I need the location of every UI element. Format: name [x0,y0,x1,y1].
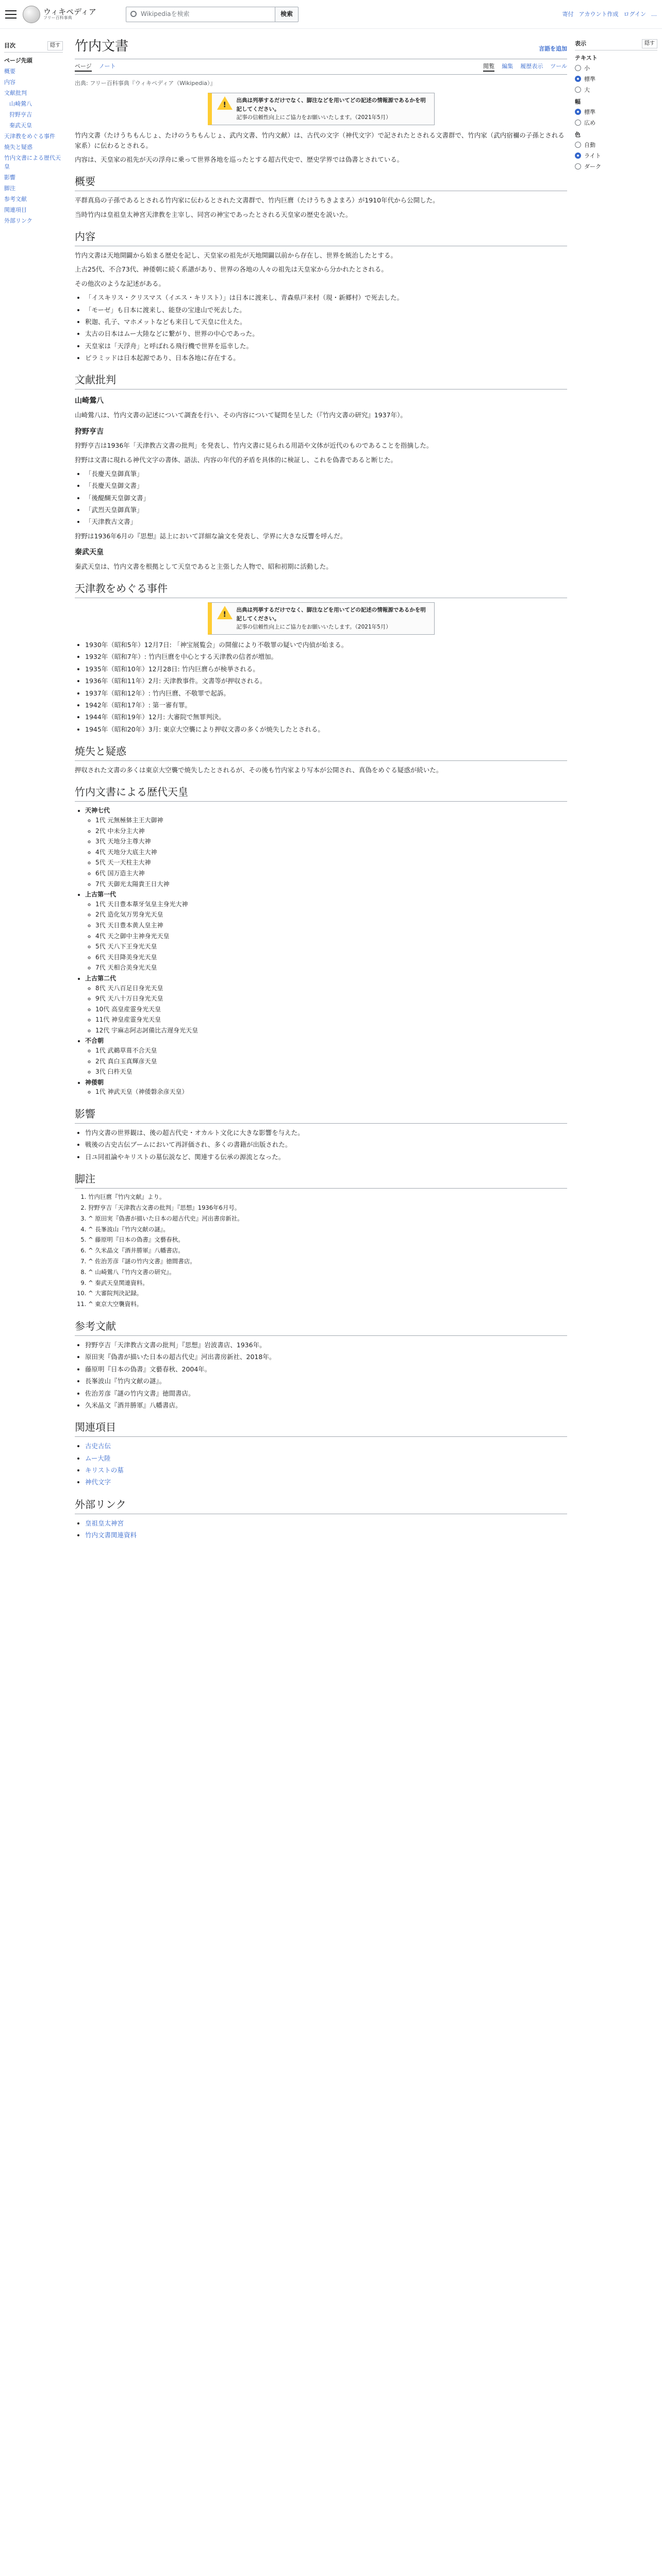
radio-label: 標準 [584,75,595,82]
radio-button-icon[interactable] [575,120,581,126]
note-item: 9. ^ 秦武天皇関連資料。 [88,1279,567,1288]
emperor-group-name: 不合朝 [85,1037,104,1045]
emperor-item: ◦ 3代 天地分主尊大神 [95,837,567,846]
related-list-item [85,1465,567,1475]
content-list-item: • 天皇家は「天浮舟」と呼ばれる飛行機で世界を巡幸した。 [85,341,567,351]
heading-incidents: 天津教をめぐる事件 [75,581,567,598]
note-item: 11. ^ 東京大空襲資料。 [88,1300,567,1309]
toc-item[interactable]: 山崎鶯八 [9,100,32,107]
radio-button-icon[interactable] [575,142,581,148]
radio-label: ダーク [584,163,601,170]
heading-overview: 概要 [75,174,567,191]
radio-button-icon[interactable] [575,87,581,93]
radio-option[interactable] [575,108,657,116]
emperor-item: ◦ 7代 天御光太陽貴王日大神 [95,879,567,889]
emperor-list [85,806,567,1097]
emperor-item: ◦ 6代 国万造主大神 [95,869,567,878]
color-options [575,141,657,171]
radio-option[interactable] [575,86,657,94]
radio-label: 標準 [584,108,595,115]
note-item: 7. ^ 佐治芳彦『謎の竹内文書』徳間書店。 [88,1257,567,1266]
content-list-item: • 「モーゼ」も日本に渡来し、能登の宝達山で死去した。 [85,305,567,315]
page-tabs [75,59,567,75]
notice-sub: 記事の信頼性向上にご協力をお願いいたします。（2021年5月） [236,114,391,121]
heading-criticism: 文献批判 [75,372,567,389]
overview-paragraph: 平群真鳥の子孫であるとされる竹内家に伝わるとされた文書群で、竹内巨麿（たけうちきよまろ）が1910年代から公開した。 [75,196,439,205]
incident-item: • 1944年（昭和19年）12月: 大審院で無罪判決。 [85,712,567,722]
toc-item[interactable]: 秦武天皇 [9,122,32,129]
radio-button-icon[interactable] [575,152,581,159]
overview-paragraph: 当時竹内は皇祖皇太神宮天津教を主宰し、同宮の神宝であったとされる天皇家の歴史を説いた。 [75,210,352,218]
heading-yamazaki: 山崎鶯八 [75,397,104,405]
kano-paragraph: 狩野は文書に現れる神代文字の書体、語法、内容の年代的矛盾を具体的に検証し、これを偽書であると断じた。 [75,455,398,464]
content-paragraph: 竹内文書は天地開闢から始まる歴史を記し、天皇家の祖先が天地開闢以前から存在し、世界を統治したとする。 [75,251,398,260]
incident-list [85,640,567,734]
heading-kano: 狩野亨吉 [75,427,104,436]
heading-content: 内容 [75,229,567,246]
user-link[interactable]: アカウント作成 [578,10,619,18]
content-paragraph: 上古25代、不合73代、神倭朝に続く系譜があり、世界の各地の人々の祖先は天皇家から分かれたとされる。 [75,265,388,274]
radio-button-icon[interactable] [575,109,581,115]
emperor-item: ◦ 2代 中未分主大神 [95,826,567,836]
toc-item[interactable]: 内容 [4,78,15,86]
radio-label: 大 [584,86,590,93]
emperor-item: ◦ 1代 神武天皇（神倭磐余彦天皇） [95,1087,567,1097]
hamburger-menu-icon[interactable] [5,10,16,19]
emperor-item: ◦ 1代 武鵜草葺不合天皇 [95,1046,567,1056]
kano-after-paragraph: 狩野は1936年6月の『思想』誌上において詳細な論文を発表し、学界に大きな反響を呼んだ。 [75,532,347,540]
emperor-item: ◦ 10代 高皇産霊身光天皇 [95,1005,567,1014]
incident-item: • 1945年（昭和20年）3月: 東京大空襲により押収文書の多くが焼失したとされる。 [85,724,567,734]
user-link[interactable]: … [651,10,657,18]
incident-item: • 1932年（昭和7年）: 竹内巨麿を中心とする天津教の信者が増加。 [85,652,567,662]
note-item: 1. 竹内巨麿『竹内文献』より。 [88,1193,567,1202]
emperor-group [85,806,567,889]
heading-notes: 脚注 [75,1171,567,1189]
related-list-item [85,1477,567,1487]
globe-logo-icon [23,6,40,23]
search-icon [130,11,137,17]
emperor-item: ◦ 2代 造化気万男身光天皇 [95,910,567,920]
emperor-item: ◦ 2代 真白玉真輝彦天皇 [95,1057,567,1066]
emperor-group-name: 上古第一代 [85,891,117,899]
emperor-group-name: 上古第二代 [85,974,117,982]
references-list [85,1340,567,1410]
emperor-item: ◦ 11代 神皇産霊身光天皇 [95,1015,567,1025]
content-list [85,293,567,363]
tab-item[interactable]: 履歴表示 [520,63,543,70]
related-link[interactable]: 古史古伝 [85,1442,111,1450]
search-input[interactable] [126,7,275,22]
incident-item: • 1937年（昭和12年）: 竹内巨麿、不敬罪で起訴。 [85,688,567,698]
kano-list-item: • 「天津教古文書」 [85,517,567,527]
color-label: 色 [575,131,581,138]
kano-list [85,469,567,527]
emperor-group-name: 神倭朝 [85,1078,104,1086]
burn-paragraph: 押収された文書の多くは東京大空襲で焼失したとされるが、その後も竹内家より写本が公開され、真偽をめぐる疑惑が続いた。 [75,766,443,774]
radio-option[interactable] [575,75,657,83]
radio-button-icon[interactable] [575,163,581,170]
toc-hide-button[interactable]: 隠す [47,41,63,50]
toc-list [4,55,63,227]
incident-item: • 1936年（昭和11年）2月: 天津教事件。文書等が押収される。 [85,676,567,686]
search-button[interactable]: 検索 [275,7,299,22]
search-form [126,7,299,22]
influence-list [85,1128,567,1162]
search-placeholder: Wikipediaを検索 [141,10,190,18]
external-link[interactable]: 皇祖皇太神宮 [85,1519,124,1527]
emperor-sublist [95,900,567,973]
external-link[interactable]: 竹内文書関連資料 [85,1531,137,1539]
radio-label: ライト [584,152,601,159]
kano-list-item: • 「後醍醐天皇御文書」 [85,493,567,503]
user-links [562,10,657,19]
heading-related: 関連項目 [75,1419,567,1437]
content-paragraph: その他次のような記述がある。 [75,279,166,287]
article-main [75,36,567,1545]
intro-paragraph-1: 竹内文書（たけうちもんじょ、たけのうちもんじょ、武内文書、竹内文献）は、古代の文字（神代文字）で記されたとされる文書群で、竹内家（武内宿禰の子孫とされる家系）に伝わるとされる。 [75,131,565,149]
reference-item: • 藤原明『日本の偽書』文藝春秋、2004年。 [85,1364,567,1374]
heading-references: 参考文献 [75,1318,567,1336]
emperor-item: ◦ 9代 天八十万日身光天皇 [95,994,567,1004]
text-size-options [575,64,657,94]
notice-text: 出典は列挙するだけでなく、脚注などを用いてどの記述の情報源であるかを明記してください。 [236,97,426,112]
emperor-group-name: 天神七代 [85,807,110,815]
appearance-panel [575,36,657,173]
related-link[interactable]: ムー大陸 [85,1454,111,1462]
related-link[interactable]: キリストの墓 [85,1466,124,1475]
logo-title: ウィキペディア [43,7,96,16]
tab-item[interactable]: 編集 [502,63,514,70]
appearance-hide-button[interactable]: 隠す [642,39,657,48]
related-list [85,1441,567,1487]
influence-item: • 竹内文書の世界観は、後の超古代史・オカルト文化に大きな影響を与えた。 [85,1128,567,1138]
content-list-item: • 太古の日本はムー大陸などに繋がり、世界の中心であった。 [85,329,567,338]
kano-list-item: • 「長慶天皇御文書」 [85,481,567,490]
heading-burn: 焼失と疑惑 [75,743,567,761]
toc-title: 目次 [4,42,15,49]
note-item: 4. ^ 長峯波山『竹内文献の謎』。 [88,1225,567,1234]
emperor-item: ◦ 5代 天八下王身光天皇 [95,942,567,952]
reference-item: • 久米晶文『酒井勝軍』八幡書店。 [85,1400,567,1410]
heading-external: 外部リンク [75,1497,567,1514]
reference-item: • 長峯波山『竹内文献の謎』。 [85,1376,567,1386]
site-sub: 出典: フリー百科事典『ウィキペディア（Wikipedia）』 [75,80,216,87]
emperor-item: ◦ 1代 天日豊本葦牙気皇主身光大神 [95,900,567,909]
toc-item[interactable]: 関連項目 [4,207,27,214]
yamazaki-paragraph: 山崎鶯八は、竹内文書の記述について調査を行い、その内容について疑問を呈した（『竹内文書の研究』1937年）。 [75,411,407,419]
page-title: 竹内文書 [75,39,129,54]
notice-sub: 記事の信頼性向上にご協力をお願いいたします。（2021年5月） [236,623,391,630]
kano-paragraph: 狩野亨吉は1936年「天津教古文書の批判」を発表し、竹内文書に見られる用語や文体が近代のものであることを指摘した。 [75,442,433,450]
emperor-item: ◦ 4代 天地分大底主大神 [95,848,567,857]
emperor-item: ◦ 6代 天目降美身光天皇 [95,953,567,962]
emperor-item: ◦ 3代 天日豊本黄人皇主神 [95,921,567,930]
emperor-item: ◦ 5代 天一天柱主大神 [95,858,567,868]
radio-label: 自動 [584,141,595,148]
note-item: 2. 狩野亨吉「天津教古文書の批判」『思想』1936年6月号。 [88,1204,567,1213]
toc-item[interactable]: 文献批判 [4,89,27,96]
incident-item: • 1935年（昭和10年）12月28日: 竹内巨麿らが検挙される。 [85,664,567,674]
reference-item: • 佐治芳彦『謎の竹内文書』徳間書店。 [85,1388,567,1398]
reference-item: • 原田実『偽書が描いた日本の超古代史』河出書房新社、2018年。 [85,1352,567,1362]
emperor-item: ◦ 12代 宇麻志阿志訶備比古遅身光天皇 [95,1026,567,1036]
radio-option[interactable] [575,64,657,73]
influence-item: • 戦後の古史古伝ブームにおいて再評価され、多くの書籍が出版された。 [85,1140,567,1149]
radio-option[interactable] [575,141,657,149]
radio-label: 小 [584,64,590,72]
notice-text: 出典は列挙するだけでなく、脚注などを用いてどの記述の情報源であるかを明記してください。 [236,607,426,622]
hidetake-paragraph: 秦武天皇は、竹内文書を根拠として天皇であると主張した人物で、昭和初期に活動した。 [75,562,333,570]
notes-list [88,1193,567,1309]
toc-item[interactable]: 天津教をめぐる事件 [4,132,55,140]
external-list-item [85,1530,567,1540]
warning-icon [217,606,233,619]
site-logo[interactable] [23,6,115,23]
toc-item[interactable]: 竹内文書による歴代天皇 [4,154,61,170]
tab-item[interactable]: ツール [550,63,567,70]
warning-icon [217,96,233,110]
radio-label: 広め [584,119,595,126]
emperor-sublist [95,1046,567,1077]
related-link[interactable]: 神代文字 [85,1478,111,1486]
header [0,0,662,29]
reference-item: • 狩野亨吉「天津教古文書の批判」『思想』岩波書店、1936年。 [85,1340,567,1350]
toc-item[interactable]: 外部リンク [4,217,32,225]
radio-button-icon[interactable] [575,76,581,82]
emperor-group [85,890,567,973]
radio-option[interactable] [575,162,657,171]
note-item: 8. ^ 山崎鶯八『竹内文書の研究』。 [88,1268,567,1277]
note-item: 6. ^ 久米晶文『酒井勝軍』八幡書店。 [88,1246,567,1256]
external-links-list [85,1518,567,1540]
radio-button-icon[interactable] [575,65,581,71]
emperor-sublist [95,1087,567,1097]
external-list-item [85,1518,567,1528]
related-list-item [85,1441,567,1451]
toc-item[interactable]: 狩野亨吉 [9,111,32,118]
user-link[interactable]: ログイン [623,10,646,18]
incident-item: • 1942年（昭和17年）: 第一審有罪。 [85,700,567,710]
emperor-item: ◦ 7代 天相合美身光天皇 [95,963,567,973]
heading-influence: 影響 [75,1106,567,1124]
emperor-sublist [95,816,567,889]
kano-list-item: • 「武烈天皇御真筆」 [85,505,567,515]
width-options [575,108,657,127]
toc-item[interactable]: 影響 [4,174,15,181]
content-list-item: • 釈迦、孔子、マホメットなども来日して天皇に仕えた。 [85,317,567,327]
heading-emperors: 竹内文書による歴代天皇 [75,784,567,802]
text-size-label: テキスト [575,54,598,61]
toc-item[interactable]: 参考文献 [4,196,27,203]
toc-item[interactable]: ページ先頭 [4,57,32,64]
emperor-item: ◦ 8代 天八百足日身光天皇 [95,984,567,993]
toc-item[interactable]: 脚注 [4,185,15,192]
radio-option[interactable] [575,151,657,160]
emperor-item: ◦ 4代 天之御中主神身光天皇 [95,931,567,941]
toc-sidebar [0,36,67,231]
note-item: 5. ^ 藤原明『日本の偽書』文藝春秋。 [88,1235,567,1245]
note-item: 10. ^ 大審院判決記録。 [88,1289,567,1298]
kano-list-item: • 「長慶天皇御真筆」 [85,469,567,479]
emperor-sublist [95,984,567,1036]
tab-item[interactable]: ページ [75,62,92,72]
width-label: 幅 [575,98,581,105]
incident-item: • 1930年（昭和5年）12月7日: 「神宝展覧会」の開催により不敬罪の疑いで内偵が始まる。 [85,640,567,650]
incidents-notice [208,602,435,635]
toc-item[interactable]: 概要 [4,67,15,75]
note-item: 3. ^ 原田実『偽書が描いた日本の超古代史』河出書房新社。 [88,1214,567,1224]
tab-item[interactable]: 閲覧 [483,62,494,72]
user-link[interactable]: 寄付 [562,10,574,18]
citation-notice [208,93,435,125]
language-button[interactable]: 言語を追加 [539,45,567,52]
heading-hidetake: 秦武天皇 [75,548,104,557]
radio-option[interactable] [575,118,657,127]
emperor-group [85,1078,567,1097]
content-list-item: • 「イスキリス・クリスマス（イエス・キリスト）」は日本に渡来し、青森県戸来村（現・新郷村）で死去した。 [85,293,567,302]
content-list-item: • ピラミッドは日本起源であり、日本各地に存在する。 [85,353,567,363]
emperor-group [85,974,567,1036]
emperor-group [85,1036,567,1076]
toc-item[interactable]: 焼失と疑惑 [4,143,32,150]
appearance-title: 表示 [575,40,586,47]
intro-paragraph-2: 内容は、天皇家の祖先が天の浮舟に乗って世界各地を巡ったとする超古代史で、歴史学界では偽書とされている。 [75,155,404,163]
emperor-item: ◦ 3代 臼杵天皇 [95,1067,567,1077]
tab-item[interactable]: ノート [98,63,116,70]
emperor-item: ◦ 1代 元無極躰主王大御神 [95,816,567,825]
logo-subtitle: フリー百科事典 [43,15,72,21]
related-list-item [85,1453,567,1463]
influence-item: • 日ユ同祖論やキリストの墓伝説など、関連する伝承の源流となった。 [85,1152,567,1162]
